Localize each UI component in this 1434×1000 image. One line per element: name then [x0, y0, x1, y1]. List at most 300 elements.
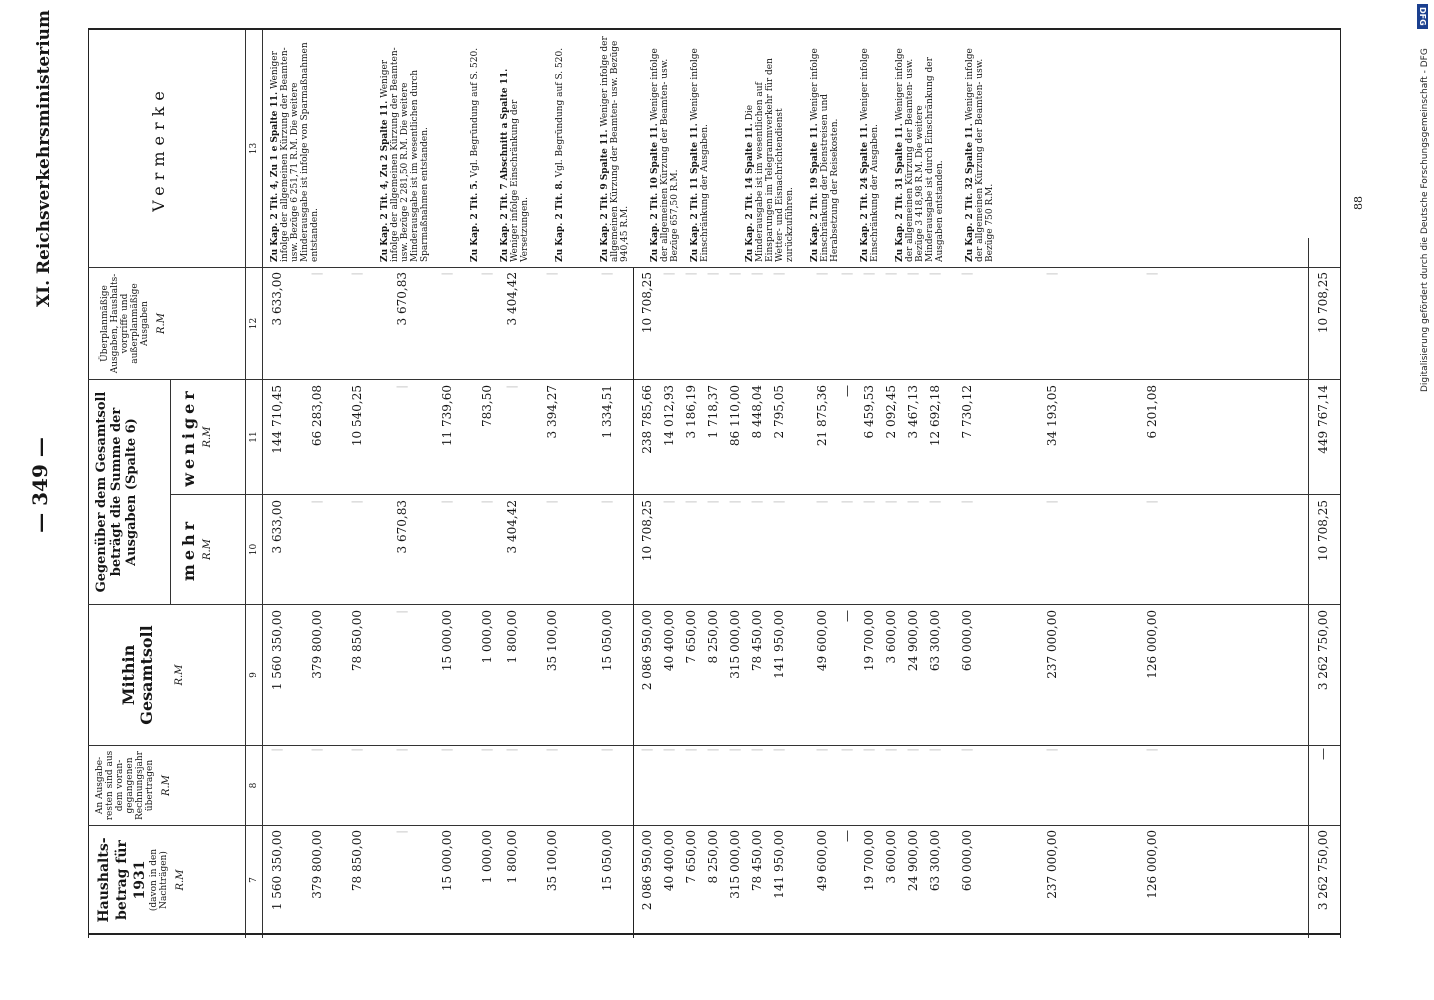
cell-value: 783,50: [480, 385, 494, 427]
cell-c9: [480, 610, 494, 743]
cell-c11: |: [395, 385, 408, 389]
cell-value: 1 560 350,00: [270, 830, 284, 911]
cell-c12: [505, 272, 519, 377]
cell-c11: [350, 385, 364, 492]
remark-body: Weniger infolge der allgemeinen Kürzung der Beamten- usw. Bezüge 657,50 R.M.: [650, 48, 680, 262]
cell-c10: |: [772, 500, 785, 504]
colnum-rule: [262, 28, 263, 938]
cell-c7: [662, 830, 676, 932]
cell-c12: |: [928, 272, 941, 276]
cell-value: 78 850,00: [350, 830, 364, 892]
cell-c10: |: [440, 500, 453, 504]
cell-c7: [728, 830, 742, 932]
cell-value: 78 850,00: [350, 610, 364, 672]
totals-rule: [1308, 238, 1309, 938]
cell-c10: [270, 500, 284, 602]
cell-value: 3 600,00: [884, 610, 898, 664]
header-col-7-title: Haushalts-betrag für 1931: [96, 837, 148, 923]
cell-c11: [1045, 385, 1059, 492]
cell-value: 8 448,04: [750, 385, 764, 439]
cell-c12: |: [310, 272, 323, 276]
cell-c9: [815, 610, 829, 743]
header-bottom-rule: [245, 28, 246, 938]
cell-c12: |: [728, 272, 741, 276]
col-sep-11-12: [88, 379, 1340, 380]
cell-c7: [545, 830, 559, 932]
cell-value: 8 250,00: [706, 830, 720, 884]
cell-c7: [600, 830, 614, 932]
cell-value: 237 000,00: [1045, 610, 1059, 679]
cell-value: 238 785,66: [640, 385, 654, 454]
cell-c10: |: [350, 500, 363, 504]
cell-c10: |: [862, 500, 875, 504]
cell-c9: [1145, 610, 1159, 743]
cell-value: 3 467,13: [906, 385, 920, 439]
cell-c10: |: [815, 500, 828, 504]
cell-value: 3 394,27: [545, 385, 559, 439]
cell-c8: |: [270, 748, 283, 752]
col-sep-12-13: [88, 267, 1340, 268]
cell-value: 1 000,00: [480, 830, 494, 884]
cell-c8: |: [884, 748, 897, 752]
header-col-12-title: Überplanmäßige Ausgaben, Haushalts-vorgriffe und außerplanmäßige Ausgaben: [100, 273, 150, 374]
cell-c9: [862, 610, 876, 743]
cell-c8: |: [662, 748, 675, 752]
cell-c10: |: [684, 500, 697, 504]
remark-body: Weniger infolge der allgemeinen Kürzung der Beamten- usw. Bezüge 750 R.M.: [965, 48, 995, 262]
cell-c9: [310, 610, 324, 743]
header-col-7-unit: R.M: [175, 869, 186, 891]
cell-value: —: [840, 385, 854, 397]
cell-c12: |: [350, 272, 363, 276]
cell-value: —: [840, 610, 854, 622]
cell-c11: [270, 385, 284, 492]
cell-value: 3 404,42: [505, 500, 519, 554]
cell-value: 10 540,25: [350, 385, 364, 447]
remark-head: Zu Kap. 2 Tit. 10 Spalte 11.: [650, 123, 660, 262]
cell-value: 66 283,08: [310, 385, 324, 447]
cell-c8: |: [600, 748, 613, 752]
cell-value: 144 710,45: [270, 385, 284, 454]
total-c11: 449 767,14: [1316, 385, 1330, 454]
cell-c10: |: [928, 500, 941, 504]
cell-value: 1 000,00: [480, 610, 494, 664]
remark-item: [470, 34, 480, 262]
colnum-11: 11: [249, 431, 259, 443]
remark-item: [965, 34, 995, 262]
cell-c10: |: [545, 500, 558, 504]
cell-c7: [906, 830, 920, 932]
cell-c10: [640, 500, 654, 602]
cell-value: 60 000,00: [960, 610, 974, 672]
cell-c11: [728, 385, 742, 492]
cell-value: 141 950,00: [772, 610, 786, 679]
total-c8: —: [1316, 748, 1330, 760]
cell-c9: [1045, 610, 1059, 743]
header-col-8-title: An Ausgabe-resten sind aus dem voran-gegangenen Rechnungsjahr übertragen: [95, 750, 155, 821]
cell-c10: |: [906, 500, 919, 504]
remark-head: Zu Kap. 2 Tit. 5.: [470, 180, 480, 262]
col-sep-left: [88, 933, 1340, 935]
cell-value: 7 730,12: [960, 385, 974, 439]
cell-c10: |: [960, 500, 973, 504]
cell-c10: |: [480, 500, 493, 504]
cell-value: 7 650,00: [684, 610, 698, 664]
remark-body: Weniger infolge Einschränkung der Ausgaben.: [690, 48, 710, 262]
cell-c11: [840, 385, 854, 492]
remark-body: Weniger infolge der allgemeinen Kürzung der Beamten- usw. Bezüge 6 251,71 R.M. Die weitere Minderausgabe ist infolge von Sparmaßnahmen entstanden.: [270, 42, 320, 262]
cell-c12: |: [600, 272, 613, 276]
cell-c9: [600, 610, 614, 743]
cell-c8: |: [505, 748, 518, 752]
cell-value: 126 000,00: [1145, 830, 1159, 899]
col-sep-10-11: [170, 494, 1340, 495]
remark-item: [380, 34, 430, 262]
cell-c9: [906, 610, 920, 743]
cell-c8: |: [960, 748, 973, 752]
cell-c12: [395, 272, 409, 377]
digitization-credit: Digitalisierung gefördert durch die Deutsche Forschungsgemeinschaft - DFG: [1420, 48, 1430, 392]
cell-value: 379 800,00: [310, 830, 324, 899]
cell-c11: [750, 385, 764, 492]
group-10-11-rule: [170, 380, 171, 605]
remark-head: Zu Kap. 2 Tit. 9 Spalte 11.: [600, 129, 610, 262]
header-col-12: [100, 270, 168, 377]
remark-body: Weniger infolge der allgemeinen Kürzung der Beamten- usw. Bezüge 3 418,98 R.M. Die weitere Minderausgabe ist durch Einschränkung der Ausgaben entstanden.: [895, 48, 945, 262]
cell-value: 237 000,00: [1045, 830, 1059, 899]
cell-value: 49 600,00: [815, 610, 829, 672]
cell-c11: [706, 385, 720, 492]
cell-c12: |: [684, 272, 697, 276]
remark-body: Vgl. Begründung auf S. 520.: [555, 47, 565, 178]
remark-item: [600, 34, 630, 262]
cell-c9: [706, 610, 720, 743]
cell-c8: |: [480, 748, 493, 752]
header-col-11-title: weniger: [179, 387, 198, 487]
header-col-7: [95, 828, 187, 932]
cell-c7: [928, 830, 942, 932]
cell-c9: [545, 610, 559, 743]
cell-c8: |: [1145, 748, 1158, 752]
colnum-12: 12: [249, 317, 259, 330]
cell-c7: [750, 830, 764, 932]
cell-c9: [750, 610, 764, 743]
header-col-7-sub: (davon in den Nachträgen): [149, 848, 169, 912]
remark-head: Zu Kap. 2 Tit. 24 Spalte 11.: [860, 123, 870, 262]
table-bottom-rule: [1340, 28, 1341, 938]
cell-value: 15 000,00: [440, 830, 454, 892]
remark-body: Weniger infolge der allgemeinen Kürzung der Beamten- usw. Bezüge 2 281,50 R.M. Die weitere Minderausgabe ist im wesentlichen durch Sparmaßnahmen entstanden.: [380, 47, 430, 262]
header-col-12-unit: R.M: [156, 313, 167, 334]
remark-item: [690, 34, 710, 262]
cell-c8: |: [815, 748, 828, 752]
cell-value: 15 050,00: [600, 830, 614, 892]
cell-c7: [1045, 830, 1059, 932]
header-col-10-unit: R.M: [202, 539, 213, 560]
cell-c9: [270, 610, 284, 743]
cell-c8: |: [395, 748, 408, 752]
cell-c10: |: [884, 500, 897, 504]
col-sep-8-9: [88, 745, 1340, 746]
header-group-10-11: [94, 382, 139, 602]
cell-value: 86 110,00: [728, 385, 742, 447]
cell-c11: [884, 385, 898, 492]
cell-c11: [684, 385, 698, 492]
cell-c10: |: [1045, 500, 1058, 504]
remark-body: Weniger infolge Einschränkung der Versetzungen.: [510, 99, 530, 262]
cell-value: 3 186,19: [684, 385, 698, 439]
remark-head: Zu Kap. 2 Tit. 4, Zu 1 e Spalte 11.: [270, 91, 280, 262]
cell-c12: |: [1145, 272, 1158, 276]
cell-value: 1 560 350,00: [270, 610, 284, 691]
remark-item: [555, 34, 565, 262]
cell-c7: [350, 830, 364, 932]
cell-c12: |: [662, 272, 675, 276]
header-col-9: [120, 607, 186, 743]
cell-c11: [440, 385, 454, 492]
cell-c12: |: [960, 272, 973, 276]
header-col-13: [150, 32, 168, 265]
cell-c8: |: [1045, 748, 1058, 752]
cell-c10: [505, 500, 519, 602]
cell-c12: [270, 272, 284, 377]
cell-value: 7 650,00: [684, 830, 698, 884]
cell-c11: [310, 385, 324, 492]
cell-c10: [395, 500, 409, 602]
cell-c9: [684, 610, 698, 743]
footer-page-number: 88: [1352, 196, 1365, 210]
remark-item: [650, 34, 680, 262]
cell-c11: [906, 385, 920, 492]
remark-head: Zu Kap. 2 Tit. 32 Spalte 11.: [965, 123, 975, 262]
dfg-badge: DFG: [1417, 4, 1428, 29]
cell-value: 40 400,00: [662, 610, 676, 672]
table-top-rule: [88, 28, 89, 938]
cell-value: 12 692,18: [928, 385, 942, 447]
remark-head: Zu Kap. 2 Tit. 4, Zu 2 Spalte 11.: [380, 100, 390, 262]
cell-value: 14 012,93: [662, 385, 676, 447]
total-c7: 3 262 750,00: [1316, 830, 1330, 911]
cell-c9: [960, 610, 974, 743]
cell-c7: [1145, 830, 1159, 932]
cell-value: 1 718,37: [706, 385, 720, 439]
cell-c12: |: [840, 272, 853, 276]
cell-c9: [928, 610, 942, 743]
col-sep-7-8: [88, 825, 1340, 826]
cell-value: 40 400,00: [662, 830, 676, 892]
cell-c8: |: [840, 748, 853, 752]
cell-c7: [310, 830, 324, 932]
cell-c12: |: [772, 272, 785, 276]
cell-value: —: [840, 830, 854, 842]
cell-value: 35 100,00: [545, 610, 559, 672]
cell-c9: [884, 610, 898, 743]
cell-c7: [270, 830, 284, 932]
header-group-10-11-title: Gegenüber dem Gesamtsoll beträgt die Summe der Ausgaben (Spalte 6): [94, 391, 139, 593]
cell-c9: [350, 610, 364, 743]
cell-value: 8 250,00: [706, 610, 720, 664]
col-sep-right: [88, 28, 1340, 30]
colnum-7: 7: [249, 877, 259, 883]
colnum-10: 10: [249, 543, 259, 556]
cell-c9: [662, 610, 676, 743]
header-col-11-unit: R.M: [202, 426, 213, 448]
cell-value: 2 092,45: [884, 385, 898, 439]
colnum-9: 9: [249, 672, 259, 678]
remark-head: Zu Kap. 2 Tit. 14 Spalte 11.: [745, 123, 755, 262]
cell-c8: |: [728, 748, 741, 752]
col-sep-9-10: [88, 604, 1340, 605]
remark-head: Zu Kap. 2 Tit. 7 Abschnitt a Spalte 11.: [500, 68, 510, 262]
cell-value: 49 600,00: [815, 830, 829, 892]
cell-c11: [480, 385, 494, 492]
cell-c7: [772, 830, 786, 932]
cell-c9: [505, 610, 519, 743]
page-number: — 349 —: [28, 437, 52, 533]
cell-value: 24 900,00: [906, 830, 920, 892]
cell-c12: |: [750, 272, 763, 276]
remark-body: Vgl. Begründung auf S. 520.: [470, 47, 480, 178]
cell-c10: |: [706, 500, 719, 504]
cell-value: 24 900,00: [906, 610, 920, 672]
cell-c9: [640, 610, 654, 743]
remark-item: [860, 34, 880, 262]
remark-item: [810, 34, 840, 262]
cell-c7: [862, 830, 876, 932]
cell-c10: |: [1145, 500, 1158, 504]
cell-c12: [640, 272, 654, 377]
cell-value: 2 086 950,00: [640, 610, 654, 691]
colnum-13: 13: [249, 142, 259, 155]
cell-value: 6 459,53: [862, 385, 876, 439]
cell-c8: |: [706, 748, 719, 752]
cell-c12: |: [706, 272, 719, 276]
cell-c8: |: [640, 748, 653, 752]
cell-value: 63 300,00: [928, 830, 942, 892]
cell-c7: [640, 830, 654, 932]
total-c10: 10 708,25: [1316, 500, 1330, 562]
cell-c11: [862, 385, 876, 492]
running-title: XI. Reichsverkehrsministerium: [34, 10, 54, 308]
cell-c11: [545, 385, 559, 492]
cell-value: 3 670,83: [395, 500, 409, 554]
cell-c9: [840, 610, 854, 743]
cell-value: 1 800,00: [505, 610, 519, 664]
cell-c11: |: [505, 385, 518, 389]
cell-c12: |: [884, 272, 897, 276]
cell-value: 21 875,36: [815, 385, 829, 447]
header-col-13-title: Vermerke: [149, 85, 168, 212]
cell-c7: [505, 830, 519, 932]
cell-c11: [772, 385, 786, 492]
remark-item: [895, 34, 945, 262]
cell-value: 35 100,00: [545, 830, 559, 892]
header-col-9-title: Mithin Gesamtsoll: [119, 625, 156, 725]
cell-value: 126 000,00: [1145, 610, 1159, 679]
section-divider: [633, 268, 634, 938]
remark-head: Zu Kap. 2 Tit. 8.: [555, 180, 565, 262]
cell-c7: [480, 830, 494, 932]
remark-item: [270, 34, 320, 262]
header-col-8-unit: R.M: [161, 775, 172, 796]
cell-c7: [884, 830, 898, 932]
cell-value: 1 334,51: [600, 385, 614, 439]
remark-head: Zu Kap. 2 Tit. 31 Spalte 11.: [895, 123, 905, 262]
header-col-10-title: mehr: [179, 517, 198, 582]
cell-c8: |: [440, 748, 453, 752]
cell-value: 141 950,00: [772, 830, 786, 899]
remark-body: Weniger infolge Einschränkung der Ausgaben.: [860, 48, 880, 262]
cell-c8: |: [750, 748, 763, 752]
cell-c11: [1145, 385, 1159, 492]
cell-c9: |: [395, 610, 408, 614]
remark-item: [500, 34, 530, 262]
cell-c10: |: [750, 500, 763, 504]
cell-c10: |: [728, 500, 741, 504]
cell-c10: |: [600, 500, 613, 504]
cell-value: 15 050,00: [600, 610, 614, 672]
cell-value: 19 700,00: [862, 830, 876, 892]
cell-c11: [600, 385, 614, 492]
cell-value: 2 795,05: [772, 385, 786, 439]
remark-item: [745, 34, 795, 262]
cell-c11: [640, 385, 654, 492]
cell-c12: |: [545, 272, 558, 276]
cell-c12: |: [480, 272, 493, 276]
cell-c7: [840, 830, 854, 932]
remark-head: Zu Kap. 2 Tit. 11 Spalte 11.: [690, 123, 700, 262]
cell-value: 2 086 950,00: [640, 830, 654, 911]
cell-c11: [928, 385, 942, 492]
cell-c12: |: [815, 272, 828, 276]
cell-c8: |: [310, 748, 323, 752]
cell-value: 78 450,00: [750, 830, 764, 892]
cell-value: 34 193,05: [1045, 385, 1059, 447]
cell-value: 3 600,00: [884, 830, 898, 884]
cell-c10: |: [662, 500, 675, 504]
total-c12: 10 708,25: [1316, 272, 1330, 334]
cell-c7: [440, 830, 454, 932]
cell-value: 3 633,00: [270, 500, 284, 554]
cell-value: 11 739,60: [440, 385, 454, 447]
cell-value: 78 450,00: [750, 610, 764, 672]
header-col-9-unit: R.M: [174, 664, 185, 686]
cell-c9: [772, 610, 786, 743]
cell-c12: |: [440, 272, 453, 276]
remark-body: Weniger infolge Einschränkung der Dienstreisen und Herabsetzung der Reisekosten.: [810, 48, 840, 262]
cell-c7: [706, 830, 720, 932]
cell-c11: [960, 385, 974, 492]
total-c9: 3 262 750,00: [1316, 610, 1330, 691]
cell-c10: |: [840, 500, 853, 504]
header-col-8: [95, 748, 173, 823]
cell-value: 6 201,08: [1145, 385, 1159, 439]
cell-c7: [684, 830, 698, 932]
cell-value: 15 000,00: [440, 610, 454, 672]
cell-c11: [815, 385, 829, 492]
cell-value: 60 000,00: [960, 830, 974, 892]
cell-c8: |: [772, 748, 785, 752]
cell-c12: |: [1045, 272, 1058, 276]
cell-c8: |: [928, 748, 941, 752]
cell-value: 379 800,00: [310, 610, 324, 679]
cell-value: 3 633,00: [270, 272, 284, 326]
remark-body: Weniger infolge der allgemeinen Kürzung der Beamten- usw. Bezüge 940,45 R.M.: [600, 36, 630, 262]
header-col-10: [180, 497, 214, 602]
cell-c8: |: [350, 748, 363, 752]
remark-body: Die Minderausgabe ist im wesentlichen auf Einsparungen im Telegrammverkehr für den Wetter- und Eisnachrichtendienst zurückzuführen.: [745, 58, 795, 262]
cell-c12: |: [862, 272, 875, 276]
